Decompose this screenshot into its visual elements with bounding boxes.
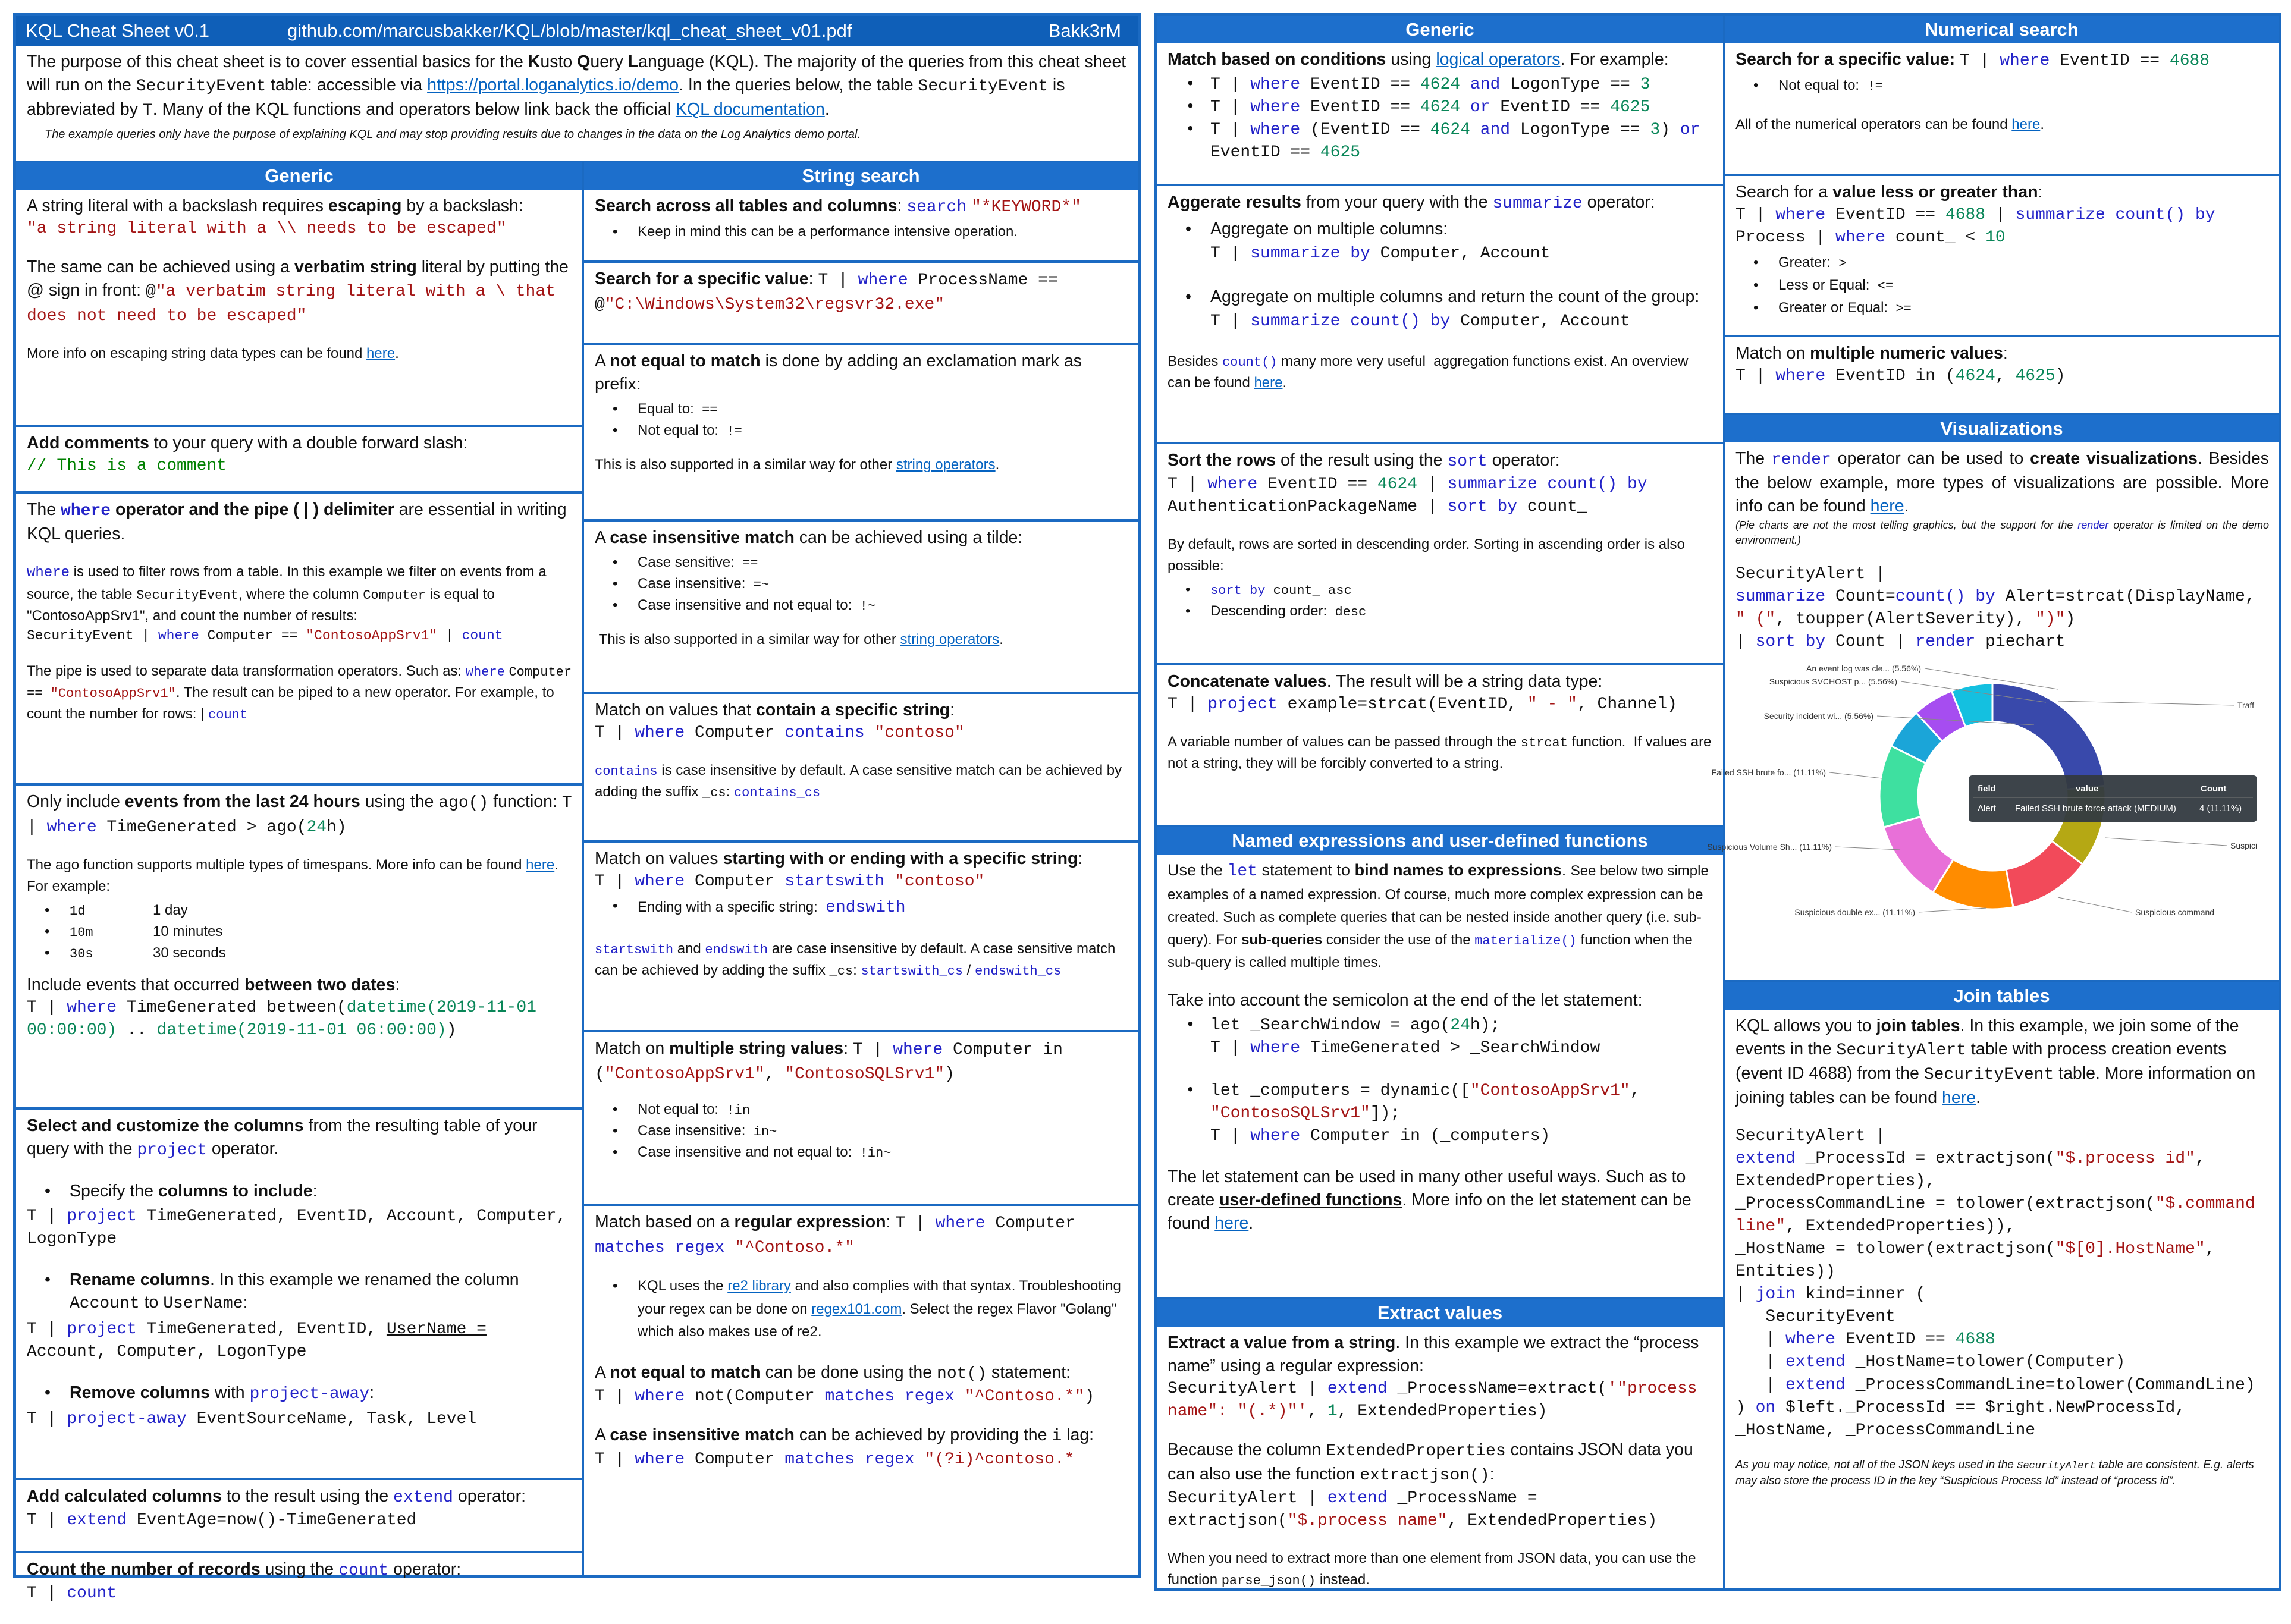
let-here-link[interactable]: here — [1214, 1213, 1249, 1233]
join-header: Join tables — [1725, 982, 2279, 1010]
numerical-column — [1707, 16, 2279, 1588]
pie-leader-line — [2105, 838, 2227, 846]
pie-label: Suspicious command — [2135, 907, 2215, 918]
where-pipe-card: The where operator and the pipe ( | ) delimiter are essential in writing KQL queries. where is used to filter rows from a table. In this example we filter on events from a source, the table SecurityEvent, where the column Computer is equal to "ContosoAppSrv1", and count the number of results: SecurityEvent | where Computer == "ContosoAppSrv1" | count The pipe is used to separate data transformation operators. Such as: where Computer == "ContosoAppSrv1". The result can be piped to a new operator. For example, to count the number for rows: | count — [16, 494, 582, 786]
comments-card: Add comments to your query with a double forward slash: // This is a comment — [16, 427, 582, 494]
pie-leader-line — [2058, 897, 2132, 912]
demo-portal-link[interactable]: https://portal.loganalytics.io/demo — [427, 75, 679, 95]
num-here-link[interactable]: here — [2011, 117, 2041, 133]
escaping-card: A string literal with a backslash requires escaping by a backslash: "a string literal with a \\ needs to be escaped" The same can be achieved using a verbatim string literal by putting the @ sign in front: @"a verbatim string literal with a \ that does not need to be escaped" More info on escaping string data types can be found here. — [16, 190, 582, 427]
pie-label: Suspicious Volume Sh... (11.11%) — [1707, 842, 1832, 852]
string-ops-link-1[interactable]: string operators — [896, 456, 996, 473]
tooltip-header-field: field — [1978, 784, 1996, 794]
tooltip-header-value: value — [2076, 784, 2099, 794]
string-header: String search — [584, 162, 1138, 190]
pie-label: Failed SSH brute fo... (11.11%) — [1711, 768, 1826, 778]
extract-card: Extract a value from a string. In this example we extract the “process name” using a regular expression: SecurityAlert | extend _ProcessName=extract('"process name": "(.*)"', 1, ExtendedProperties) Because the column ExtendedProperties contains JSON data you can also use the function extractjson(): SecurityAlert | extend _ProcessName = extractjson("$.process name", ExtendedProperties) When you need to extract more than one element from JSON data, you can use the function parse_json() instead. — [1168, 1333, 1699, 1588]
in-card: Match on multiple string values: T | where Computer in ("ContosoAppSrv1", "ContosoSQLSrv1") • Not equal to: !in • Case insensitive: in~ • Case insensitive and not equal to: !in~ — [584, 1032, 1138, 1206]
visual-header: Visualizations — [1725, 415, 2279, 442]
pie-label: Security incident wi... (5.56%) — [1763, 711, 1873, 721]
numerical-header: Numerical search — [1725, 16, 2279, 43]
intro-note: The example queries only have the purpose of explaining KQL and may stop providing results due to changes in the data on the Log Analytics demo portal. — [45, 127, 861, 141]
sheet-url[interactable]: github.com/marcusbakker/KQL/blob/master/kql_cheat_sheet_v01.pdf — [287, 20, 852, 41]
regex-card: Match based on a regular expression: T | where Computer matches regex "^Contoso.*" • KQL uses the re2 library and also complies with that syntax. Troubleshooting your regex can be done on regex101.com. Select the regex Flavor "Golang" which also makes use of re2. A not equal to match can be done using the not() statement: T | where not(Computer matches regex "^Contoso.*") A case insensitive match can be achieved by providing the i lag: T | where Computer matches regex "(?i)^contoso.* — [584, 1206, 1138, 1551]
chart-tooltip — [1969, 775, 2257, 822]
intro — [16, 46, 1138, 162]
sheet-title: KQL Cheat Sheet v0.1 — [26, 20, 210, 41]
search-all-card: Search across all tables and columns: search "*KEYWORD*" • Keep in mind this can be a performance intensive operation. — [584, 190, 1138, 263]
not-equal-card: A not equal to match is done by adding an exclamation mark as prefix: • Equal to: == • Not equal to: != This is also supported in a similar way for other string operators. — [584, 345, 1138, 522]
sheet-author: Bakk3rM — [1048, 20, 1121, 41]
generic-column-2 — [1157, 16, 1725, 1588]
num-in-card: Match on multiple numeric values: T | where EventID in (4624, 4625) — [1725, 337, 2279, 415]
let-card: Use the let statement to bind names to expressions. See below two simple examples of a named expression. Of course, much more complex expression can be created. Such as complete queries that can be nested inside another query (i.e. sub-query). For sub-queries consider the use of the materialize() function when the sub-query is called multiple times. Take into account the semicolon at the end of the let statement: • let _SearchWindow = ago(24h); T | where TimeGenerated > _SearchWindow • let _computers = dynamic(["ContosoAppSrv1", "ContosoSQLSrv1"]); T | where Computer in (_computers) The let statement can be used in many other useful ways. Such as to create user-defined functions. More info on the let statement can be found here. — [1157, 855, 1723, 1299]
pie-leader-line — [2058, 701, 2234, 705]
re2-link[interactable]: re2 library — [727, 1278, 791, 1295]
named-header: Named expressions and user-defined functions — [1157, 827, 1723, 855]
pie-leader-line — [1835, 847, 1900, 850]
specific-value-card: Search for a specific value: T | where ProcessName == @"C:\Windows\System32\regsvr32.exe" — [584, 263, 1138, 345]
ago-here-link[interactable]: here — [526, 857, 555, 874]
pie-label: Suspicious SVCHOST p... (5.56%) — [1769, 677, 1897, 687]
time-card: Only include events from the last 24 hours using the ago() function: T | where TimeGenerated > ago(24h) The ago function supports multiple types of timespans. More info can be found here. For example: • 1d 1 day • 10m 10 minutes • 30s 30 seconds Include events that occurred between two dates: T | where TimeGenerated between(datetime(2019-11-01 00:00:00) .. datetime(2019-11-01 06:00:00)) — [16, 786, 582, 1110]
agg-here-link[interactable]: here — [1254, 374, 1283, 391]
pie-label: Traff — [2237, 701, 2255, 711]
left-page — [13, 13, 1141, 1603]
string-column — [584, 162, 1138, 1575]
pie-label: Suspici — [2230, 841, 2258, 851]
join-here-link[interactable]: here — [1942, 1088, 1976, 1107]
intro-text: The purpose of this cheat sheet is to cover essential basics for the Kusto Query Language (KQL). The majority of the queries from this cheat sheet will run on the SecurityEvent table: accessible via https://portal.loganalytics.io/demo. In the queries below, the table SecurityEvent is abbreviated by T. Many of the KQL functions and operators below link back the official KQL documentation. — [27, 52, 1126, 120]
generic-header: Generic — [16, 162, 582, 190]
tooltip-field: Alert — [1978, 803, 1996, 814]
extract-header: Extract values — [1157, 1299, 1723, 1327]
tooltip-header-count: Count — [2201, 784, 2227, 794]
pie-chart — [1707, 654, 2269, 933]
donut-chart[interactable] — [1707, 659, 2260, 939]
num-compare-card: Search for a value less or greater than: T | where EventID == 4688 | summarize count() by Process | where count_ < 10 • Greater: > • Less or Equal: <= • Greater or Equal: >= — [1725, 176, 2279, 337]
extend-card: Add calculated columns to the result using the extend operator: T | extend EventAge=now()-TimeGenerated — [16, 1480, 582, 1553]
summarize-card: Aggerate results from your query with the summarize operator: • Aggregate on multiple columns: T | summarize by Computer, Account • Aggregate on multiple columns and return the count of the group: T | summarize count() by Computer, Account Besides count() many more very useful aggregation functions exist. An overview can be found here. — [1157, 186, 1723, 444]
tooltip-value: Failed SSH brute force attack (MEDIUM) — [2015, 803, 2176, 814]
count-card: Count the number of records using the count operator: T | count — [27, 1560, 462, 1603]
pie-label: Suspicious double ex... (11.11%) — [1794, 907, 1915, 918]
render-card: The render operator can be used to create visualizations. Besides the below example, more types of visualizations are possible. More info can be found here. (Pie charts are not the most telling graphics, but the support for the render operator is limited on the demo environment.) SecurityAlert | summarize Count=count() by Alert=strcat(DisplayName, " (", toupper(AlertSeverity), ")") | sort by Count | render piechart An event log was cle... (5.56%) Suspicious SVCHOST p... (5.56%) Security incident wi... (5.56%) Failed SSH brute fo... (11.11%) Suspicious Volume Sh... (11.11%) Suspicious double ex... (11.11%) Suspicious command Suspici Traff field value Count Alert Failed SSH brute force attack (MEDIUM) 4 (11.11%) — [1725, 442, 2279, 982]
render-here-link[interactable]: here — [1870, 496, 1904, 516]
case-insensitive-card: A case insensitive match can be achieved using a tilde: • Case sensitive: == • Case insensitive: =~ • Case insensitive and not equal to: !~ This is also supported in a similar way for other string operators. — [584, 522, 1138, 694]
right-page — [1154, 13, 2281, 1591]
regex101-link[interactable]: regex101.com — [811, 1301, 902, 1317]
num-specific-card: Search for a specific value: T | where EventID == 4688 • Not equal to: != All of the numerical operators can be found here. — [1725, 43, 2279, 176]
tooltip-count: 4 (11.11%) — [2199, 803, 2242, 814]
kql-doc-link[interactable]: KQL documentation — [675, 99, 825, 119]
pie-label: An event log was cle... (5.56%) — [1806, 664, 1921, 674]
columns-card: Select and customize the columns from the resulting table of your query with the project operator. • Specify the columns to include: T | project TimeGenerated, EventID, Account, Computer, LogonType • Rename columns. In this example we renamed the column Account to UserName: T | project TimeGenerated, EventID, UserName = Account, Computer, LogonType • Remove columns with project-away: T | project-away EventSourceName, Task, Level — [16, 1110, 582, 1480]
starts-ends-card: Match on values starting with or ending with a specific string: T | where Computer startswith "contoso" • Ending with a specific string: endswith startswith and endswith are case insensitive by default. A case sensitive match can be achieved by adding the suffix _cs: startswith_cs / endswith_cs — [584, 843, 1138, 1032]
udf-link[interactable]: user-defined functions — [1219, 1190, 1402, 1210]
pie-slice[interactable] — [1992, 683, 2105, 789]
escaping-here-link[interactable]: here — [366, 345, 396, 362]
conditions-card: Match based on conditions using logical operators. For example: • T | where EventID == 4624 and LogonType == 3 • T | where EventID == 4624 or EventID == 4625 • T | where (EventID == 4624 and LogonType == 3) or EventID == 4625 — [1157, 43, 1723, 186]
title-bar — [16, 16, 1138, 46]
logical-ops-link[interactable]: logical operators — [1436, 50, 1561, 69]
pie-leader-line — [1919, 908, 1986, 912]
generic-header-2: Generic — [1157, 16, 1723, 43]
pie-leader-line — [1829, 772, 1882, 778]
join-card: KQL allows you to join tables. In this example, we join some of the events in the SecurityAlert table with process creation events (event ID 4688) from the SecurityEvent table. More information on joining tables can be found here. SecurityAlert | extend _ProcessId = extractjson("$.process id", ExtendedProperties), _ProcessCommandLine = tolower(extractjson("$.command line", ExtendedProperties)), _HostName = tolower(extractjson("$[0].HostName", Entities)) | join kind=inner ( SecurityEvent | where EventID == 4688 | extend _HostName=tolower(Computer) | extend _ProcessCommandLine=tolower(CommandLine) ) on $left._ProcessId == $right.NewProcessId, _HostName, _ProcessCommandLine As you may notice, not all of the JSON keys used in the SecurityAlert table are consistent. E.g. alerts may also store the process ID in the key “Suspicious Process Id” instead of “process id”. — [1735, 1016, 2256, 1487]
strcat-card: Concatenate values. The result will be a string data type: T | project example=strcat(EventID, " - ", Channel) A variable number of values can be passed through the strcat function. If values are not a string, they will be forcibly converted to a string. — [1157, 665, 1723, 827]
generic-column — [16, 162, 584, 1603]
contains-card: Match on values that contain a specific string: T | where Computer contains "contoso" contains is case insensitive by default. A case sensitive match can be achieved by adding the suffix _cs: contains_cs — [584, 694, 1138, 843]
string-ops-link-2[interactable]: string operators — [900, 631, 1000, 648]
sort-card: Sort the rows of the result using the sort operator: T | where EventID == 4624 | summarize count() by AuthenticationPackageName | sort by count_ By default, rows are sorted in descending order. Sorting in ascending order is also possible: • sort by count_ asc • Descending order: desc — [1157, 444, 1723, 665]
